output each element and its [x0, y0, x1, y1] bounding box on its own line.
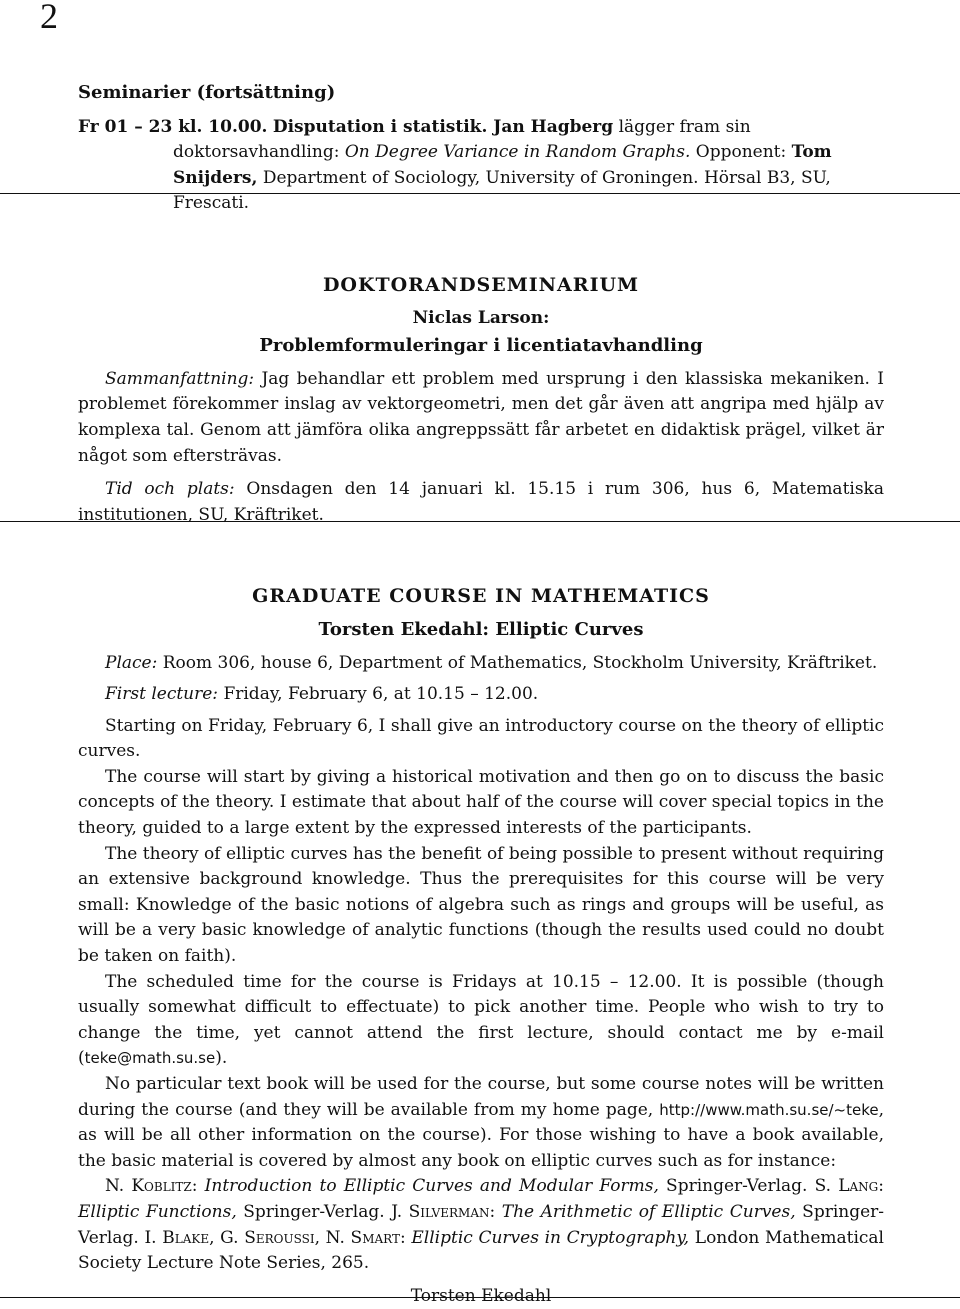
doktorand-heading: DOKTORANDSEMINARIUM: [322, 273, 640, 296]
graduate-place: [78, 651, 884, 677]
seminar-entry: [78, 115, 884, 217]
doktorand-time-place: [78, 477, 884, 528]
opponent-name: Tom Snijders,: [173, 142, 832, 188]
ref-title-2: Elliptic Functions,: [78, 1201, 237, 1222]
summary-label: Sammanfattning:: [105, 368, 255, 389]
ref-title-4: Elliptic Curves in Cryptography,: [411, 1227, 690, 1248]
thesis-title: On Degree Variance in Random Graphs.: [344, 142, 691, 163]
graduate-first-lecture: [78, 682, 884, 708]
ref-title-1: Introduction to Elliptic Curves and Modular Forms,: [204, 1176, 659, 1197]
email-link[interactable]: teke@math.su.se: [84, 1049, 216, 1068]
paragraph-5-text: No particular text book will be used for the course, but some course notes will be written during the course (and they will be available from my home page,: [78, 1074, 884, 1120]
time-text: Onsdagen den 14 januari kl. 15.15 i rum 306, hus 6, Matematiska institutionen, SU, Kräftriket.: [78, 479, 884, 525]
ref-author-4: I. Blake, G. Seroussi, N. Smart: [144, 1227, 400, 1248]
paragraph-4-end: ).: [215, 1048, 228, 1069]
place-text: Room 306, house 6, Department of Mathematics, Stockholm University, Kräftriket.: [162, 652, 878, 673]
seminar-event: Disputation i statistik. Jan Hagberg: [272, 116, 614, 137]
graduate-heading: GRADUATE COURSE IN MATHEMATICS: [252, 585, 710, 608]
ref-publisher-1: Springer-Verlag.: [666, 1176, 808, 1197]
doktorand-speaker: Niclas Larson:: [412, 307, 550, 328]
graduate-course-title: Torsten Ekedahl: Elliptic Curves: [318, 618, 644, 640]
paragraph-5: [78, 1072, 884, 1174]
ref-author-1: N. Koblitz: [105, 1176, 192, 1197]
ref-publisher-2: Springer-Verlag.: [243, 1201, 385, 1222]
signature: Torsten Ekedahl: [410, 1285, 552, 1306]
ref-author-2: S. Lang: [814, 1176, 879, 1197]
ref-title-3: The Arithmetic of Elliptic Curves,: [501, 1201, 796, 1222]
ref-publisher-3: Springer-Verlag.: [78, 1201, 885, 1248]
references: N. Koblitz: Introduction to Elliptic Curves and Modular Forms, Springer-Verlag. S. Lang: Elliptic Functions, Springer-Verlag. J. Silverman: The Arithmetic of Elliptic Curves, Springer-Verlag. I. Blake, G. Seroussi, N. Smart: Elliptic Curves in Cryptography, London Mathematical Society Lecture Note Series, 265.: [78, 1176, 885, 1274]
lecture-label: First lecture:: [105, 684, 219, 705]
time-label: Tid och plats:: [105, 479, 235, 500]
paragraph-3: The theory of elliptic curves has the benefit of being possible to present without requiring an extensive background knowledge. Thus the prerequisites for this course will be very small: Knowledge of the basic notions of algebra such as rings and groups will be useful, as will be a very basic knowledge of analytic functions (though the results used could no doubt be taken on faith).: [78, 843, 884, 967]
ref-publisher-4: London Mathematical Society Lecture Note Series, 265.: [78, 1227, 884, 1274]
paragraph-4-text: The scheduled time for the course is Fridays at 10.15 – 12.00. It is possible (though usually somewhat difficult to effectuate) to pick another time. People who wish to try to change the time, yet cannot attend the first lecture, should contact me by e-mail (: [78, 971, 884, 1069]
paragraph-1: Starting on Friday, February 6, I shall give an introductory course on the theory of elliptic curves.: [78, 715, 884, 762]
homepage-link[interactable]: http://www.math.su.se/~teke: [659, 1100, 879, 1119]
place-label: Place:: [105, 652, 158, 673]
doktorand-talk-title: Problemformuleringar i licentiatavhandling: [259, 335, 703, 357]
doktorand-summary: [78, 367, 884, 469]
section-title-seminarier: Seminarier (fortsättning): [78, 82, 336, 103]
ref-author-3: J. Silverman: [391, 1201, 490, 1222]
seminar-text-1: lägger fram sin doktorsavhandling:: [173, 116, 751, 163]
page-number: 2: [40, 0, 58, 36]
seminar-text-3: Department of Sociology, University of Groningen. Hörsal B3, SU, Frescati.: [173, 167, 831, 214]
seminar-text-2: Opponent:: [695, 142, 787, 163]
paragraph-5-end: , as will be all other information on the course). For those wishing to have a book available, the basic material is covered by almost any book on elliptic curves such as for instance:: [78, 1099, 885, 1171]
paragraph-2: The course will start by giving a historical motivation and then go on to discuss the basic concepts of the theory. I estimate that about half of the course will cover special topics in the theory, guided to a large extent by the expressed interests of the participants.: [78, 766, 884, 839]
seminar-date: Fr 01 – 23 kl. 10.00.: [78, 116, 268, 137]
lecture-text: Friday, February 6, at 10.15 – 12.00.: [223, 684, 539, 705]
summary-text: Jag behandlar ett problem med ursprung i den klassiska mekaniken. I problemet förekommer inslag av vektorgeometri, men det går även att angripa med hjälp av komplexa tal. Genom att jämföra olika angreppssätt får arbetet en didaktisk prägel, vilket är något som eftersträvas.: [78, 368, 885, 466]
paragraph-4: [78, 970, 884, 1072]
